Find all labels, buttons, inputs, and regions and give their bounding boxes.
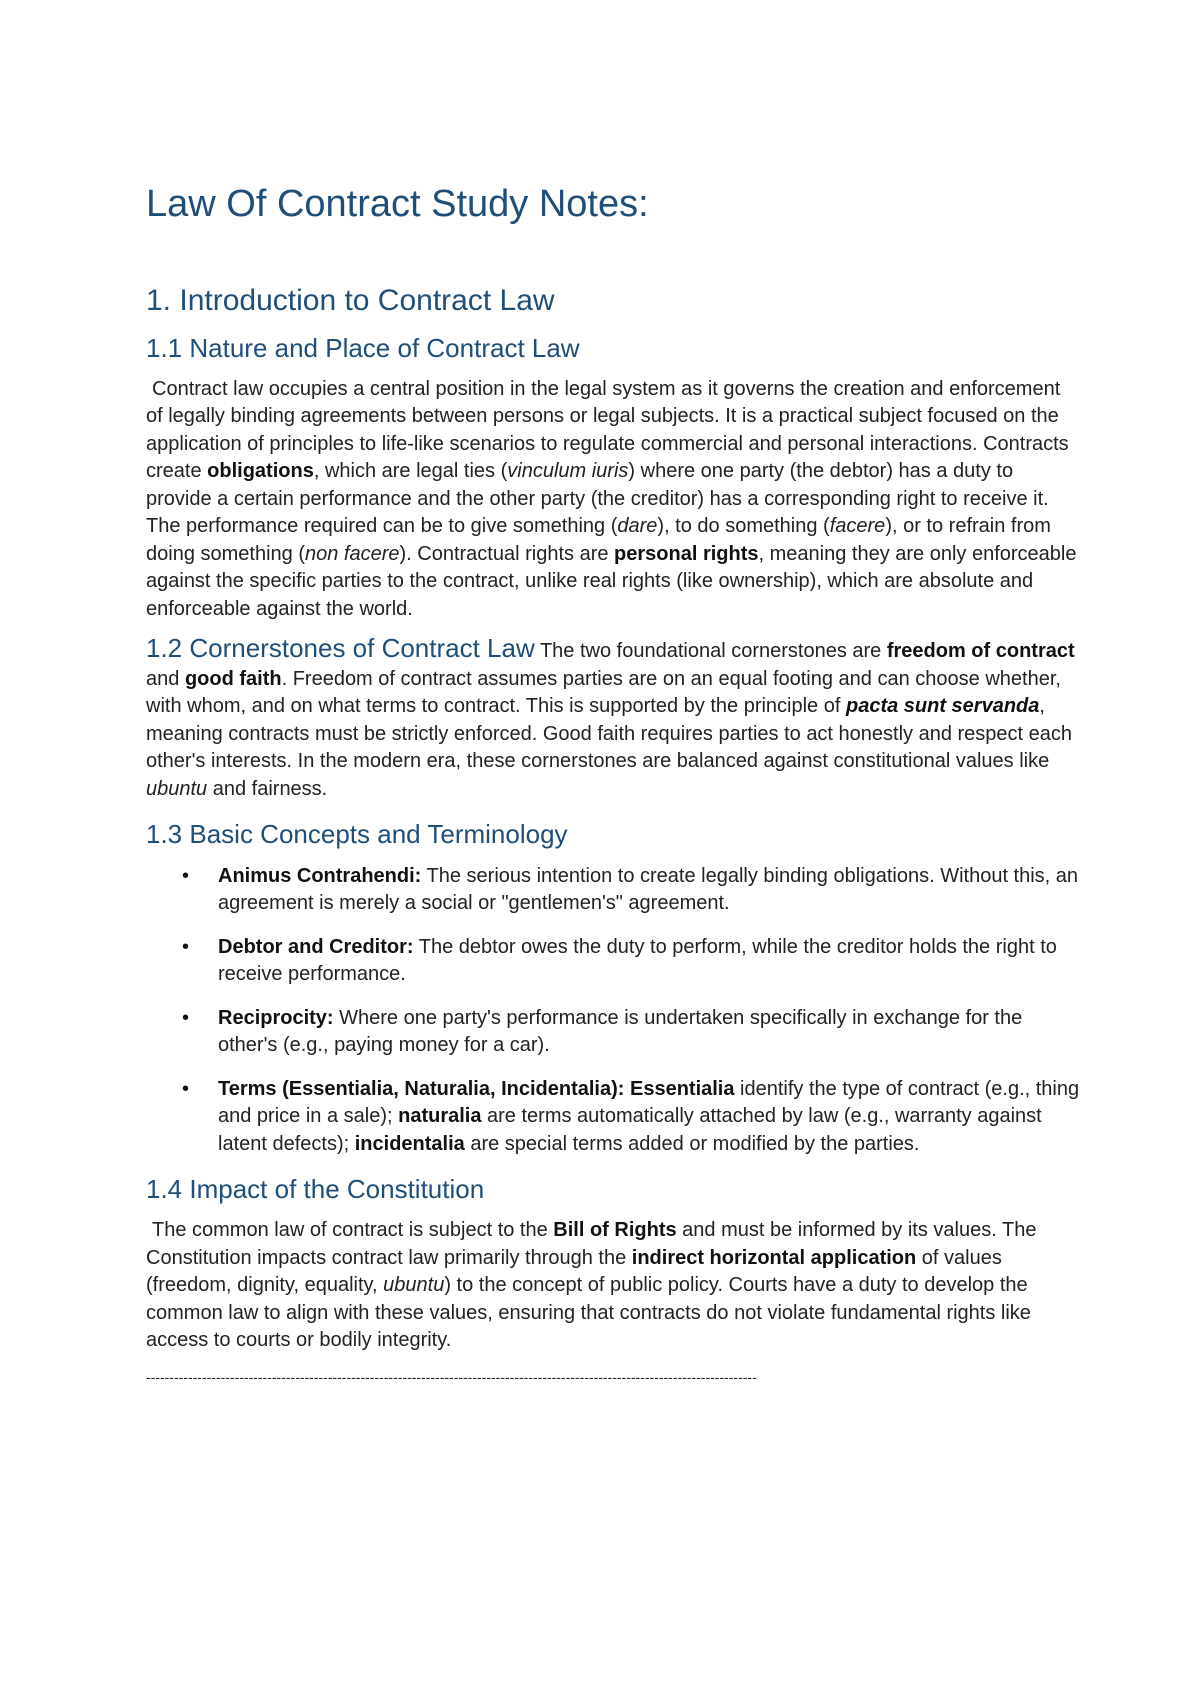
text-run: and [146, 667, 185, 690]
section-1-1-paragraph [146, 376, 1080, 624]
list-item-term: Debtor and Creditor: [218, 935, 414, 958]
italic-term: dare [617, 515, 658, 538]
list-item [218, 863, 1080, 918]
bold-term-naturalia: naturalia [398, 1105, 482, 1128]
text-run: The common law of contract is subject to the [152, 1219, 554, 1242]
bold-term-freedom-of-contract: freedom of contract [886, 640, 1075, 663]
list-item [218, 934, 1080, 989]
list-item-term: Terms (Essentialia, Naturalia, Incidentalia): Essentialia [218, 1077, 735, 1100]
list-item-term: Reciprocity: [218, 1006, 334, 1029]
text-run: , meaning they are only enforceable against the specific parties to the contract, unlike real rights (like ownership), which are absolute and enforceable against the world. [146, 542, 1077, 620]
list-item-text: are special terms added or modified by the parties. [464, 1132, 920, 1155]
section-1-2-heading: 1.2 Cornerstones of Contract Law [146, 633, 535, 664]
text-run: Contract law occupies a central position in the legal system as it governs the creation and enforcement of legally binding agreements between persons or legal subjects. It is a practical subject focused on the application of principles to life-like scenarios to regulate commercial and personal interactions. Contracts create [146, 377, 1069, 483]
italic-term-ubuntu: ubuntu [383, 1274, 445, 1297]
text-run: ), to do something ( [657, 515, 830, 538]
section-1-3-heading: 1.3 Basic Concepts and Terminology [146, 819, 568, 850]
list-item [218, 1076, 1080, 1159]
italic-term-ubuntu: ubuntu [146, 777, 208, 800]
list-item-text: Where one party's performance is undertaken specifically in exchange for the other's (e.g., paying money for a car). [218, 1006, 1023, 1057]
terminology-list [146, 863, 1080, 1159]
text-run: and fairness. [207, 777, 328, 800]
bold-term-good-faith: good faith [184, 667, 282, 690]
italic-term: facere [829, 515, 886, 538]
bold-term-indirect-horizontal: indirect horizontal application [631, 1246, 917, 1269]
text-run: of values (freedom, dignity, equality, [146, 1246, 1002, 1297]
document-title: Law Of Contract Study Notes: [146, 183, 649, 225]
text-run: , meaning contracts must be strictly enforced. Good faith requires parties to act honestly and respect each other's interests. In the modern era, these cornerstones are balanced against constitutional values like [146, 695, 1073, 773]
section-1-heading: 1. Introduction to Contract Law [146, 283, 555, 317]
text-run: The two foundational cornerstones are [534, 640, 887, 663]
text-run: ) to the concept of public policy. Courts have a duty to develop the common law to align with these values, ensuring that contracts do not violate fundamental rights like access to courts or bodily integrity. [146, 1274, 1031, 1352]
bold-term-obligations: obligations [207, 460, 314, 483]
list-item [218, 1005, 1080, 1060]
section-1-4-paragraph [146, 1217, 1080, 1355]
text-run: and must be informed by its values. The Constitution impacts contract law primarily through the [146, 1219, 1037, 1269]
list-item-text: The serious intention to create legally binding obligations. Without this, an agreement is merely a social or "gentlemen's" agreement. [218, 864, 1079, 915]
italic-term: vinculum iuris [507, 460, 629, 483]
text-run: ). Contractual rights are [399, 542, 615, 565]
list-item-text: are terms automatically attached by law (e.g., warranty against latent defects); [218, 1105, 1042, 1155]
bold-term-incidentalia: incidentalia [354, 1132, 465, 1155]
bold-term-personal-rights: personal rights [614, 542, 759, 565]
text-run: . Freedom of contract assumes parties are on an equal footing and can choose whether, with whom, and on what terms to contract. This is supported by the principle of [146, 667, 1061, 718]
bold-italic-term-pacta: pacta sunt servanda [845, 695, 1040, 718]
list-item-text: identify the type of contract (e.g., thing and price in a sale); [218, 1077, 1080, 1128]
text-run: , which are legal ties ( [313, 460, 508, 483]
list-item-text: The debtor owes the duty to perform, while the creditor holds the right to receive performance. [218, 935, 1057, 986]
text-run: ) where one party (the debtor) has a duty to provide a certain performance and the other party (the creditor) has a corresponding right to receive it. The performance required can be to give something ( [146, 460, 1049, 538]
section-1-4-heading: 1.4 Impact of the Constitution [146, 1174, 485, 1205]
section-1-2-paragraph [146, 635, 1080, 803]
bold-term-bill-of-rights: Bill of Rights [553, 1219, 677, 1242]
italic-term: non facere [304, 542, 400, 565]
section-divider: ----------------------------------------------------------------------------------------------------------------------------------- [146, 1368, 757, 1385]
text-run: ), or to refrain from doing something ( [146, 515, 1051, 565]
list-item-term: Animus Contrahendi: [218, 864, 422, 887]
section-1-1-heading: 1.1 Nature and Place of Contract Law [146, 332, 580, 363]
